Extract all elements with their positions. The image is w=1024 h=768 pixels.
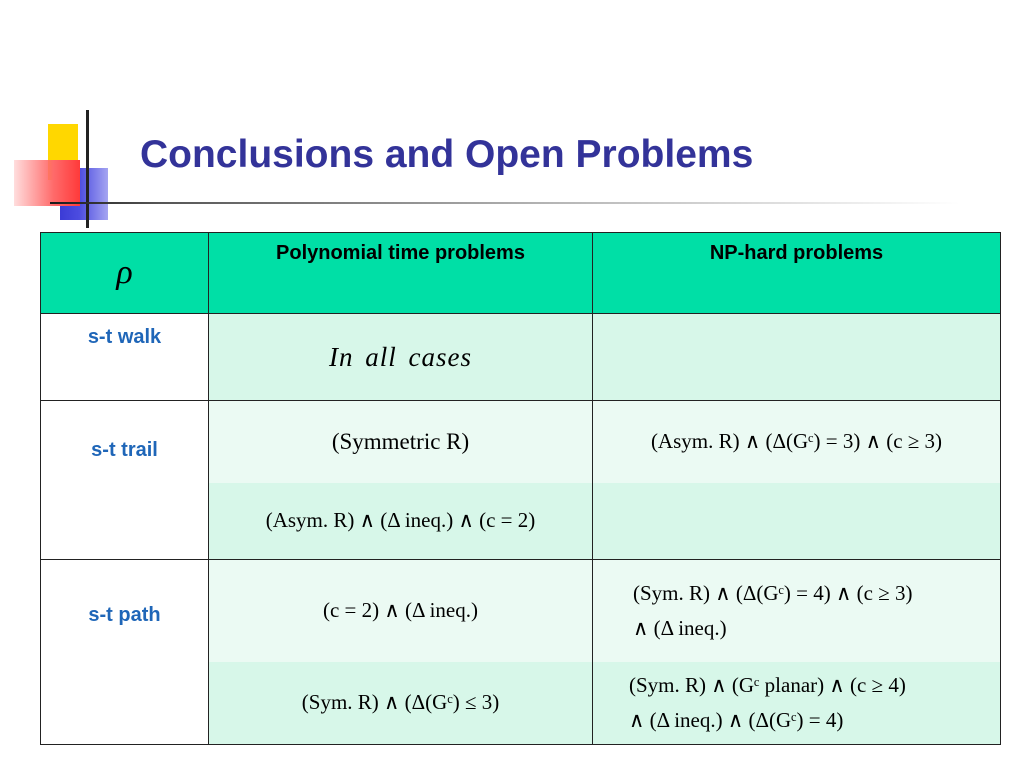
trail-polynomial-condition-2: (Asym. R) ∧ (Δ ineq.) ∧ (c = 2): [265, 508, 536, 533]
trail-nphard-condition-1: (Asym. R) ∧ (Δ(Gᶜ) = 3) ∧ (c ≥ 3): [650, 429, 943, 454]
walk-nphard-cell: [593, 314, 1001, 401]
row-label-trail: s-t trail: [91, 439, 158, 461]
path-nphard-condition-2-line2: ∧ (Δ ineq.) ∧ (Δ(Gᶜ) = 4): [629, 707, 844, 732]
row-label-cell-walk: [41, 314, 209, 401]
row-label-cell-path: [41, 560, 209, 745]
header-polynomial-label: Polynomial time problems: [276, 242, 525, 264]
path-nphard-cell-1: [593, 560, 1001, 662]
table-row-walk: [41, 314, 1001, 401]
table-row-path-1: [41, 560, 1001, 662]
row-label-cell-trail: [41, 401, 209, 560]
trail-polynomial-cell-1: [209, 401, 593, 483]
header-nphard-cell: [593, 233, 1001, 314]
header-nphard-label: NP-hard problems: [709, 242, 884, 264]
title-underline: [50, 202, 960, 204]
title-decoration-vertical-line: [86, 110, 89, 228]
table-header-row: [41, 233, 1001, 314]
path-nphard-condition-1-line2: ∧ (Δ ineq.): [633, 615, 727, 640]
walk-polynomial-condition: In all cases: [329, 341, 472, 372]
row-label-path: s-t path: [88, 604, 161, 626]
path-nphard-condition-1-line1: (Sym. R) ∧ (Δ(Gᶜ) = 4) ∧ (c ≥ 3): [633, 580, 913, 605]
path-polynomial-condition-1: (c = 2) ∧ (Δ ineq.): [322, 598, 478, 623]
path-nphard-cell-2: [593, 662, 1001, 745]
path-polynomial-cell-2: [209, 662, 593, 745]
title-decoration-red-bar: [14, 160, 80, 206]
path-polynomial-condition-2: (Sym. R) ∧ (Δ(Gᶜ) ≤ 3): [301, 690, 500, 715]
trail-polynomial-cell-2: [209, 483, 593, 560]
path-polynomial-cell-1: [209, 560, 593, 662]
path-nphard-condition-2-line1: (Sym. R) ∧ (Gᶜ planar) ∧ (c ≥ 4): [629, 672, 906, 697]
complexity-table: [40, 232, 1001, 745]
trail-nphard-cell-1: [593, 401, 1001, 483]
header-polynomial-cell: [209, 233, 593, 314]
header-rho-cell: [41, 233, 209, 314]
trail-nphard-cell-2: [593, 483, 1001, 560]
rho-symbol: ρ: [116, 254, 133, 291]
walk-polynomial-cell: [209, 314, 593, 401]
trail-polynomial-condition-1: (Symmetric R): [331, 429, 470, 454]
row-label-walk: s-t walk: [87, 326, 162, 348]
slide-title: Conclusions and Open Problems: [140, 133, 754, 176]
table-row-trail-1: [41, 401, 1001, 483]
